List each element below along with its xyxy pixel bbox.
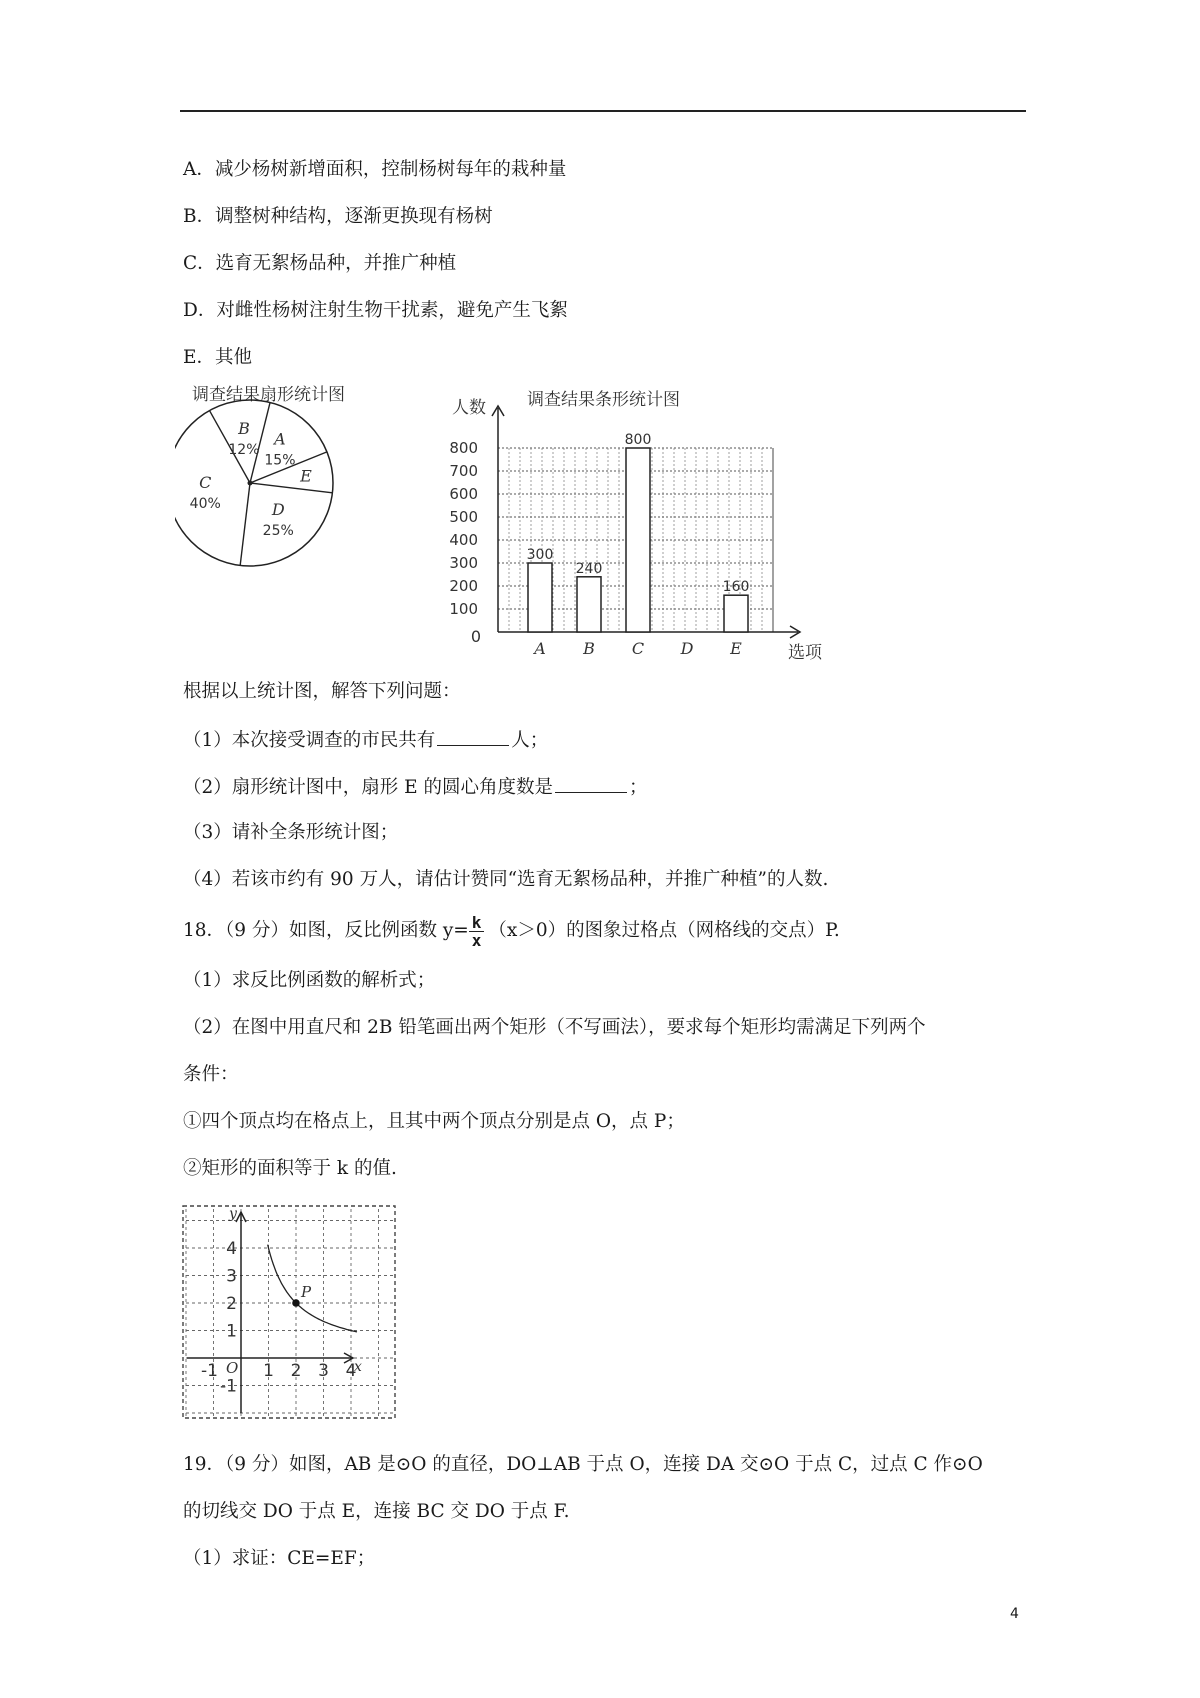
bar-value-label: 240 xyxy=(575,560,603,577)
y-tick-label: 700 xyxy=(449,462,478,480)
pie-slice-letter-d: D xyxy=(271,499,285,519)
pie-slice-percent-d: 25% xyxy=(262,522,294,539)
graph-y-tick: -1 xyxy=(220,1376,237,1397)
q17-part4: （4）若该市约有 90 万人，请估计赞同“选育无絮杨品种，并推广种植”的人数. xyxy=(183,869,829,890)
graph-x-tick: 4 xyxy=(345,1361,357,1381)
bar-b xyxy=(577,577,601,632)
option-a: A．减少杨树新增面积，控制杨树每年的栽种量 xyxy=(183,159,567,180)
option-d: D．对雌性杨树注射生物干扰素，避免产生飞絮 xyxy=(183,300,568,321)
graph-x-tick: 1 xyxy=(263,1361,274,1381)
bar-a xyxy=(528,563,552,632)
graph-y-tick: 1 xyxy=(226,1321,237,1342)
q17-part2-after: ； xyxy=(629,777,648,798)
y-axis-label: 人数 xyxy=(452,398,486,418)
y-tick-label: 800 xyxy=(449,439,478,457)
y-tick-label: 600 xyxy=(449,485,478,503)
graph-y-tick: 3 xyxy=(226,1266,237,1287)
pie-slice-letter-e: E xyxy=(300,466,312,486)
pie-slice-percent-c: 40% xyxy=(189,495,221,512)
pie-slice-letter-a: A xyxy=(274,429,286,449)
pie-slice-percent-a: 15% xyxy=(264,452,296,469)
pie-slice-percent-b: 12% xyxy=(228,441,260,458)
pie-center-dot xyxy=(248,481,253,486)
point-p xyxy=(292,1299,300,1307)
y-tick-label: 100 xyxy=(449,600,478,618)
pie-chart xyxy=(175,380,385,620)
x-tick-label: E xyxy=(730,639,742,658)
graph-origin-label: O xyxy=(226,1359,239,1377)
q17-intro: 根据以上统计图，解答下列问题： xyxy=(183,681,461,702)
x-tick-label: C xyxy=(631,639,645,658)
q19-part1: （1）求证：CE=EF； xyxy=(183,1548,376,1569)
function-graph xyxy=(182,1205,397,1420)
q18-cond2: ②矩形的面积等于 k 的值. xyxy=(183,1158,397,1179)
option-e: E．其他 xyxy=(183,347,253,368)
x-axis-label: 选项 xyxy=(788,643,822,663)
y-tick-label: 400 xyxy=(449,531,478,549)
origin-label: 0 xyxy=(470,627,482,646)
bar-value-label: 300 xyxy=(526,547,554,563)
y-tick-label: 300 xyxy=(449,554,478,572)
graph-y-tick: 2 xyxy=(226,1294,237,1314)
pie-title: 调查结果扇形统计图 xyxy=(192,385,345,405)
bar-value-label: 800 xyxy=(624,432,652,448)
q17-part1-before: （1）本次接受调查的市民共有 xyxy=(183,730,436,751)
fraction-numerator: k xyxy=(469,914,485,932)
graph-border xyxy=(183,1206,395,1418)
x-tick-label: D xyxy=(680,639,694,658)
q17-part3: （3）请补全条形统计图； xyxy=(183,822,399,843)
pie-slice-boundary xyxy=(250,483,332,493)
option-b: B．调整树种结构，逐渐更换现有杨树 xyxy=(183,206,493,227)
x-tick-label: B xyxy=(583,639,595,658)
page-number: 4 xyxy=(1010,1606,1019,1622)
pie-slice-letter-b: B xyxy=(238,418,250,438)
bar-chart xyxy=(440,380,860,665)
y-tick-label: 500 xyxy=(449,508,478,526)
graph-x-tick: -1 xyxy=(201,1361,218,1381)
bar-title: 调查结果条形统计图 xyxy=(527,390,680,410)
q19-line1: 19．（9 分）如图，AB 是⊙O 的直径，DO⊥AB 于点 O，连接 DA 交⊙O 于点 C，过点 C 作⊙O xyxy=(183,1454,983,1475)
pie-slice-letter-c: C xyxy=(199,472,212,492)
x-tick-label: A xyxy=(534,639,546,658)
bar-value-label: 160 xyxy=(722,579,750,596)
option-c: C．选育无絮杨品种，并推广种植 xyxy=(183,253,457,274)
pie-slice-boundary xyxy=(240,483,250,565)
q19-line2: 的切线交 DO 于点 E，连接 BC 交 DO 于点 F. xyxy=(183,1501,570,1522)
graph-y-tick: 4 xyxy=(226,1239,237,1259)
graph-x-label: x xyxy=(354,1359,362,1375)
fraction-k-over-x xyxy=(469,914,485,949)
bar-e xyxy=(724,595,748,632)
q17-part2-before: （2）扇形统计图中，扇形 E 的圆心角度数是 xyxy=(183,777,554,798)
bar-c xyxy=(626,448,650,632)
q18-part2: （2）在图中用直尺和 2B 铅笔画出两个矩形（不写画法），要求每个矩形均需满足下列两个 xyxy=(183,1017,926,1038)
graph-x-tick: 2 xyxy=(290,1361,302,1381)
graph-y-label: y xyxy=(229,1206,237,1222)
q18-part2-cont: 条件： xyxy=(183,1064,239,1085)
q17-part2 xyxy=(183,774,648,800)
hyperbola-curve xyxy=(268,1245,357,1332)
answer-blank-1[interactable] xyxy=(437,727,509,746)
y-tick-label: 200 xyxy=(449,577,478,595)
answer-blank-2[interactable] xyxy=(555,774,627,793)
fraction-denominator: x xyxy=(471,930,482,950)
q18-part1: （1）求反比例函数的解析式； xyxy=(183,970,436,991)
q18-head-before: 18．（9 分）如图，反比例函数 y= xyxy=(183,920,469,941)
q18-head xyxy=(183,912,840,950)
q17-part1 xyxy=(183,727,548,753)
q18-head-after: （x＞0）的图象过格点（网格线的交点）P. xyxy=(488,920,840,941)
q17-part1-after: 人； xyxy=(511,730,549,751)
graph-x-tick: 3 xyxy=(318,1361,329,1381)
q18-cond1: ①四个顶点均在格点上，且其中两个顶点分别是点 O，点 P； xyxy=(183,1111,685,1132)
point-p-label: P xyxy=(301,1283,312,1301)
header-rule xyxy=(180,110,1026,112)
